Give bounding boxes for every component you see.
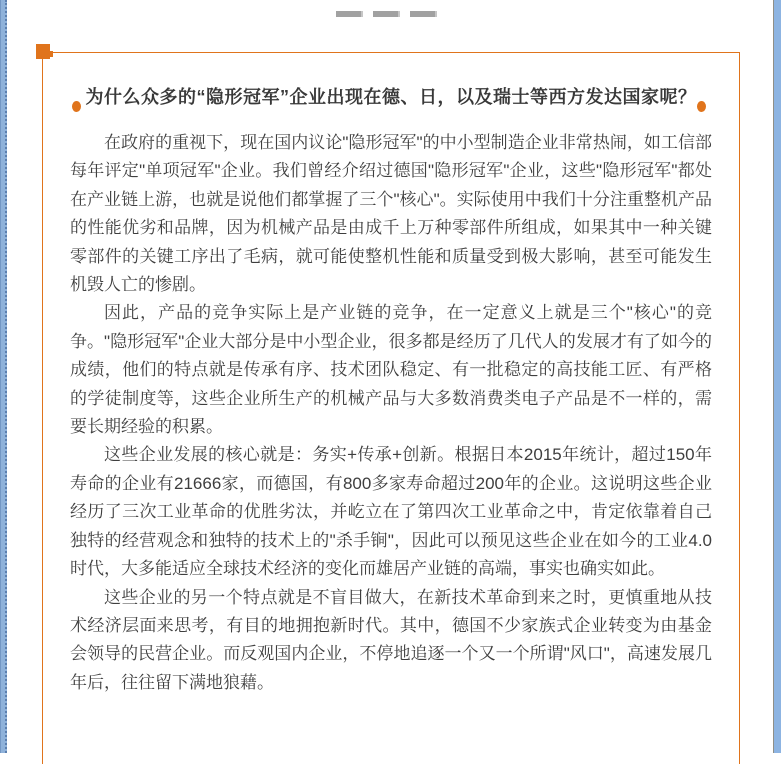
paragraph: 这些企业的另一个特点就是不盲目做大，在新技术革命到来之时，更慎重地从技术经济层面来思考，有目的地拥抱新时代。其中，德国不少家族式企业转变为由基金会领导的民营企业。而反观国内企业，不停地追逐一个又一个所谓"风口"，高速发展几年后，往往留下满地狼藉。 <box>70 587 712 692</box>
right-border-strip <box>773 0 781 753</box>
paragraph: 这些企业发展的核心就是：务实+传承+创新。根据日本2015年统计，超过150年寿命的企业有21666家，而德国，有800多家寿命超过200年的企业。这说明这些企业经历了三次工业革命的优胜劣汰，并屹立在了第四次工业革命之中，肯定依靠着自己独特的经营观念和独特的技术上的"杀手锏"，因此可以预见这些企业在如今的工业4.0时代，大多能适应全球技术经济的变化而雄居产业链的高端，事实也确实如此。 <box>70 445 712 579</box>
dash-icon <box>410 11 437 17</box>
left-border-strip <box>0 0 7 753</box>
paragraph: 在政府的重视下，现在国内议论"隐形冠军"的中小型制造企业非常热闹，如工信部每年评定"单项冠军"企业。我们曾经介绍过德国"隐形冠军"企业，这些"隐形冠军"都处在产业链上游，也就是说他们都掌握了三个"核心"。实际使用中我们十分注重整机产品的性能优劣和品牌，因为机械产品是由成千上万种零部件所组成，如果其中一种关键零部件的关键工序出了毛病，就可能使整机性能和质量受到极大影响，甚至可能发生机毁人亡的惨剧。 <box>70 133 712 295</box>
article-body <box>43 129 739 697</box>
paragraph: 因此，产品的竞争实际上是产业链的竞争，在一定意义上就是三个"核心"的竞争。"隐形冠军"企业大部分是中小型企业，很多都是经历了几代人的发展才有了如今的成绩，他们的特点就是传承有序、技术团队稳定、有一批稳定的高技能工匠、有严格的学徒制度等，这些企业所生产的机械产品与大多数消费类电子产品是不一样的，需要长期经验的积累。 <box>70 303 712 437</box>
dash-icon <box>336 11 363 17</box>
article-title: 为什么众多的“隐形冠军”企业出现在德、日，以及瑞士等西方发达国家呢？ <box>85 87 697 107</box>
dash-icon <box>373 11 400 17</box>
article-frame <box>42 52 740 764</box>
top-dashes-icon <box>336 11 437 17</box>
